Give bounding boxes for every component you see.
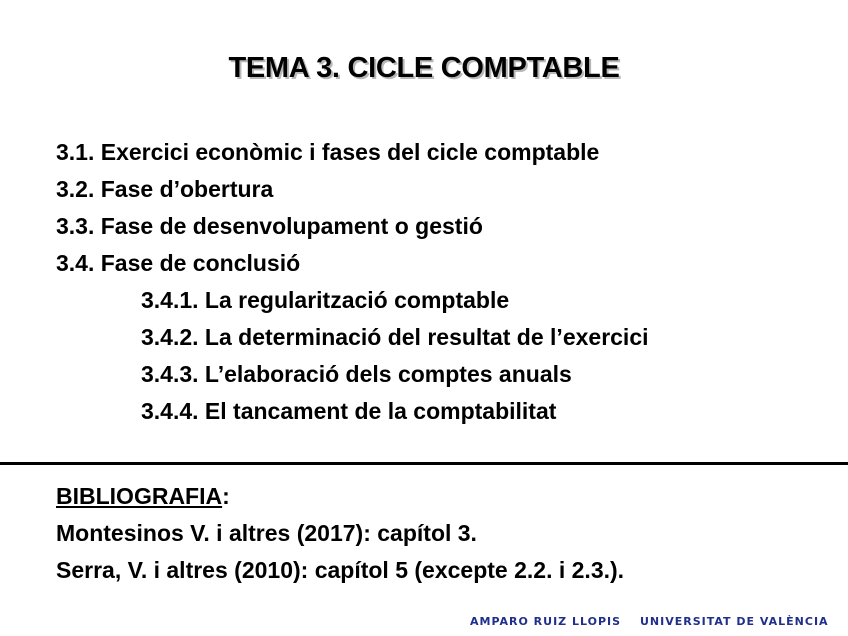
toc-subitem: 3.4.4. El tancament de la comptabilitat	[141, 398, 557, 424]
bibliography-heading: BIBLIOGRAFIA	[56, 483, 223, 509]
toc-subitem: 3.4.1. La regularització comptable	[141, 287, 510, 313]
bibliography-heading-suffix: :	[222, 483, 230, 509]
footer-author: AMPARO RUIZ LLOPIS	[470, 615, 622, 628]
toc-subitem: 3.4.3. L’elaboració dels comptes anuals	[141, 361, 572, 387]
bibliography-entry: Serra, V. i altres (2010): capítol 5 (excepte 2.2. i 2.3.).	[56, 557, 625, 583]
bibliography	[56, 478, 624, 589]
toc-item: 3.2. Fase d’obertura	[56, 176, 274, 202]
slide-title: TEMA 3. CICLE COMPTABLE	[228, 52, 620, 84]
section-divider	[0, 462, 848, 465]
toc-item: 3.3. Fase de desenvolupament o gestió	[56, 213, 483, 239]
footer	[0, 615, 848, 633]
bibliography-heading-row	[56, 478, 624, 515]
toc-item: 3.1. Exercici econòmic i fases del cicle comptable	[56, 139, 600, 165]
toc-subitem: 3.4.2. La determinació del resultat de l’exercici	[141, 324, 649, 350]
bibliography-entry: Montesinos V. i altres (2017): capítol 3.	[56, 520, 477, 546]
table-of-contents	[56, 134, 649, 430]
footer-institution: UNIVERSITAT DE VALÈNCIA	[640, 615, 829, 628]
toc-item: 3.4. Fase de conclusió	[56, 250, 301, 276]
